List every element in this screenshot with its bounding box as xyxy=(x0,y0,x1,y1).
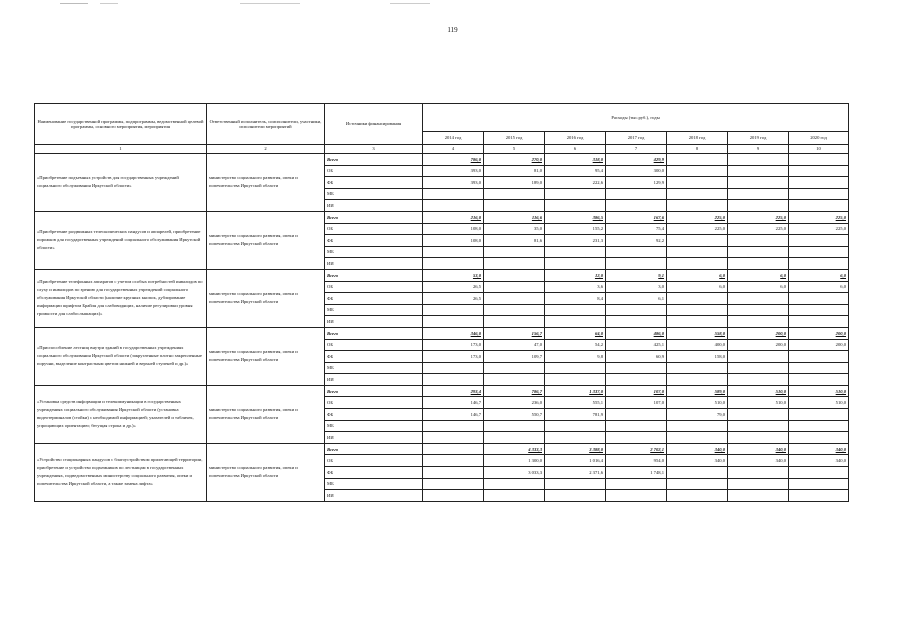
expense-value: 3,6 xyxy=(545,281,606,293)
expense-value: 129,9 xyxy=(606,177,667,189)
funding-source: МБ xyxy=(325,304,423,316)
expense-value xyxy=(545,362,606,374)
funding-source: МБ xyxy=(325,362,423,374)
funding-source: ФБ xyxy=(325,409,423,421)
expense-value xyxy=(606,409,667,421)
responsible-executor: министерство социального развития, опеки и попечительства Иркутской области xyxy=(207,443,325,501)
measure-name: «Приобретение раздвижных телескопических пандусов и аппарелей, приобретение порожков для государственных учреждений социального обслуживания Иркутской области» xyxy=(35,211,207,269)
expense-value: 107,0 xyxy=(606,385,667,397)
expense-value xyxy=(728,420,789,432)
expense-value xyxy=(606,420,667,432)
expense-value xyxy=(484,478,545,490)
funding-source: Всего xyxy=(325,443,423,455)
expense-value: 3,0 xyxy=(606,281,667,293)
expense-value: 393,0 xyxy=(423,165,484,177)
funding-source: ФБ xyxy=(325,177,423,189)
expense-value xyxy=(484,200,545,212)
expense-value xyxy=(545,316,606,328)
expense-value: 47,0 xyxy=(484,339,545,351)
expense-value: 340,0 xyxy=(789,443,849,455)
expense-value xyxy=(606,200,667,212)
expense-value xyxy=(728,304,789,316)
table-row xyxy=(35,154,849,166)
table-row xyxy=(35,385,849,397)
expense-value: 12,0 xyxy=(545,269,606,281)
expense-value: 155,2 xyxy=(545,223,606,235)
column-number: 6 xyxy=(545,145,606,154)
budget-table xyxy=(34,103,849,502)
expense-value xyxy=(728,374,789,386)
expense-value xyxy=(545,478,606,490)
expense-value xyxy=(606,374,667,386)
expense-value xyxy=(484,269,545,281)
expense-value: 2 371,6 xyxy=(545,467,606,479)
expense-value: 3 033,3 xyxy=(484,467,545,479)
budget-table-body xyxy=(35,104,849,502)
expense-value: 231,3 xyxy=(545,235,606,247)
expense-value: 8,4 xyxy=(545,293,606,305)
expense-value xyxy=(728,478,789,490)
col-name-header: Наименование государственной программы, подпрограммы, ведомственной целевой программы, основного мероприятия, мероприятия xyxy=(35,104,207,145)
expense-value: 786,7 xyxy=(484,385,545,397)
expense-value: 6,1 xyxy=(606,293,667,305)
expense-value: 393,0 xyxy=(423,177,484,189)
expense-value xyxy=(545,246,606,258)
expense-value: 6,0 xyxy=(728,281,789,293)
expense-value xyxy=(789,316,849,328)
expense-value xyxy=(789,420,849,432)
year-header: 2018 год xyxy=(667,132,728,145)
scan-header-marks xyxy=(60,2,460,5)
expense-value xyxy=(606,478,667,490)
expense-value: 555,1 xyxy=(545,397,606,409)
funding-source: ФБ xyxy=(325,351,423,363)
expense-value xyxy=(606,316,667,328)
expense-value: 6,0 xyxy=(667,269,728,281)
expense-value xyxy=(728,490,789,502)
expense-value: 9,1 xyxy=(606,269,667,281)
expense-value: 954,0 xyxy=(606,455,667,467)
expense-value xyxy=(667,235,728,247)
expense-value: 26,5 xyxy=(423,281,484,293)
expense-value: 2 702,1 xyxy=(606,443,667,455)
expense-value: 146,7 xyxy=(423,409,484,421)
responsible-executor: министерство социального развития, опеки и попечительства Иркутской области xyxy=(207,327,325,385)
expense-value xyxy=(545,374,606,386)
funding-source: ФБ xyxy=(325,235,423,247)
funding-source: ИИ xyxy=(325,200,423,212)
expense-value: 81,0 xyxy=(484,165,545,177)
funding-source: Всего xyxy=(325,269,423,281)
expense-value: 81,6 xyxy=(484,235,545,247)
expense-value: 1 016,4 xyxy=(545,455,606,467)
expense-value xyxy=(606,246,667,258)
expense-value: 225,0 xyxy=(728,223,789,235)
expense-value xyxy=(789,409,849,421)
expense-value xyxy=(789,351,849,363)
expense-value xyxy=(667,304,728,316)
column-number: 3 xyxy=(325,145,423,154)
expense-value xyxy=(728,188,789,200)
funding-source: ОБ xyxy=(325,223,423,235)
expense-value xyxy=(667,374,728,386)
expense-value: 216,0 xyxy=(423,211,484,223)
expense-value xyxy=(484,246,545,258)
expense-value: 64,0 xyxy=(545,327,606,339)
expense-value xyxy=(667,154,728,166)
col-responsible-header: Ответственный исполнитель, соисполнители, участники, исполнители мероприятий xyxy=(207,104,325,145)
column-number: 4 xyxy=(423,145,484,154)
expense-value: 200,0 xyxy=(728,327,789,339)
expense-value: 318,0 xyxy=(545,154,606,166)
header-row xyxy=(35,104,849,132)
expense-value: 225,0 xyxy=(667,211,728,223)
funding-source: ИИ xyxy=(325,316,423,328)
expense-value: 6,0 xyxy=(789,281,849,293)
expense-value: 75,4 xyxy=(606,223,667,235)
expense-value xyxy=(667,165,728,177)
expense-value: 6,0 xyxy=(667,281,728,293)
expense-value: 781,9 xyxy=(545,409,606,421)
expense-value xyxy=(423,258,484,270)
expense-value: 340,0 xyxy=(667,443,728,455)
expense-value: 79,0 xyxy=(667,409,728,421)
expense-value xyxy=(789,432,849,444)
table-row xyxy=(35,327,849,339)
expense-value xyxy=(423,467,484,479)
funding-source: МБ xyxy=(325,188,423,200)
expense-value: 1 300,0 xyxy=(484,455,545,467)
expense-value xyxy=(728,293,789,305)
table-row xyxy=(35,269,849,281)
expense-value: 173,0 xyxy=(423,351,484,363)
year-header: 2015 год xyxy=(484,132,545,145)
expense-value xyxy=(789,293,849,305)
expense-value xyxy=(545,420,606,432)
expense-value xyxy=(728,316,789,328)
expense-value xyxy=(667,490,728,502)
expense-value xyxy=(423,443,484,455)
expense-value xyxy=(728,177,789,189)
expense-value xyxy=(728,246,789,258)
expense-value: 92,2 xyxy=(606,235,667,247)
expense-value xyxy=(728,200,789,212)
expense-value xyxy=(606,362,667,374)
expense-value xyxy=(545,200,606,212)
expense-value xyxy=(484,293,545,305)
expense-value xyxy=(545,432,606,444)
funding-source: ИИ xyxy=(325,490,423,502)
responsible-executor: министерство социального развития, опеки и попечительства Иркутской области xyxy=(207,385,325,443)
expense-value xyxy=(728,258,789,270)
expense-value: 425,1 xyxy=(606,339,667,351)
expense-value xyxy=(667,432,728,444)
expense-value xyxy=(728,165,789,177)
expense-value: 293,4 xyxy=(423,385,484,397)
expense-value xyxy=(423,246,484,258)
expense-value: 107,0 xyxy=(606,397,667,409)
year-header: 2019 год xyxy=(728,132,789,145)
expense-value xyxy=(484,374,545,386)
column-number: 8 xyxy=(667,145,728,154)
expense-value xyxy=(484,490,545,502)
expense-value: 340,0 xyxy=(728,443,789,455)
expense-value xyxy=(728,351,789,363)
year-header: 2014 год xyxy=(423,132,484,145)
measure-name: «Приобретение подъемных устройств для государственных учреждений социального обслуживания Иркутской области» xyxy=(35,154,207,212)
column-number: 7 xyxy=(606,145,667,154)
responsible-executor: министерство социального развития, опеки и попечительства Иркутской области xyxy=(207,211,325,269)
expense-value xyxy=(789,490,849,502)
expense-value: 386,5 xyxy=(545,211,606,223)
expense-value: 225,0 xyxy=(728,211,789,223)
expense-value: 225,0 xyxy=(667,223,728,235)
column-number: 2 xyxy=(207,145,325,154)
measure-name: «Приобретение телефонных аппаратов с учетом особых потребностей инвалидов по слуху и инвалидов по зрению для государственных учреждений социального обслуживания Иркутской области (наличие крупных кнопок, дублирование информации шрифтом Брайля для слабовидящих, наличие регулировки уровня громкости для слабослышащих)» xyxy=(35,269,207,327)
funding-source: МБ xyxy=(325,246,423,258)
year-header: 2016 год xyxy=(545,132,606,145)
expense-value xyxy=(728,467,789,479)
expense-value xyxy=(789,165,849,177)
expense-value xyxy=(667,177,728,189)
expense-value: 786,0 xyxy=(423,154,484,166)
expense-value: 558,0 xyxy=(667,327,728,339)
funding-source: ОБ xyxy=(325,397,423,409)
expense-value xyxy=(423,490,484,502)
expense-value: 108,0 xyxy=(423,223,484,235)
expense-value xyxy=(667,246,728,258)
expense-value: 510,0 xyxy=(728,385,789,397)
expense-value xyxy=(484,316,545,328)
expense-value: 146,7 xyxy=(423,397,484,409)
expense-value: 156,7 xyxy=(484,327,545,339)
expense-value xyxy=(423,432,484,444)
expense-value xyxy=(423,304,484,316)
expense-value xyxy=(606,258,667,270)
expense-value xyxy=(484,362,545,374)
funding-source: ОБ xyxy=(325,281,423,293)
expense-value xyxy=(667,200,728,212)
expense-value xyxy=(423,455,484,467)
expense-value: 222,6 xyxy=(545,177,606,189)
expense-value: 550,7 xyxy=(484,409,545,421)
expense-value xyxy=(667,478,728,490)
expense-value xyxy=(789,304,849,316)
expense-value xyxy=(789,235,849,247)
expense-value: 3 388,0 xyxy=(545,443,606,455)
expense-value: 225,0 xyxy=(789,211,849,223)
expense-value xyxy=(667,293,728,305)
expense-value: 116,6 xyxy=(484,211,545,223)
expense-value xyxy=(545,188,606,200)
page-number: 119 xyxy=(447,26,458,34)
expense-value xyxy=(728,235,789,247)
expense-value: 510,0 xyxy=(789,397,849,409)
expense-value: 236,0 xyxy=(484,397,545,409)
expense-value xyxy=(484,420,545,432)
expense-value: 200,0 xyxy=(728,339,789,351)
expense-value xyxy=(423,200,484,212)
expense-value: 35,0 xyxy=(484,223,545,235)
expense-value: 53,0 xyxy=(423,269,484,281)
expense-value xyxy=(423,362,484,374)
expense-value xyxy=(728,362,789,374)
expense-value: 200,0 xyxy=(789,339,849,351)
expense-value xyxy=(728,432,789,444)
expense-value xyxy=(667,188,728,200)
measure-name: «Установка средств информации и телекоммуникации в государственных учреждениях социального обслуживания Иркутской области (установка видеотерминалов (стойки) с необходимой информацией; указателей и табличек, упрощающих ориентацию; бегущая строка и др.)» xyxy=(35,385,207,443)
expense-value xyxy=(667,467,728,479)
expense-value: 200,0 xyxy=(789,327,849,339)
expense-value: 340,0 xyxy=(667,455,728,467)
expense-value: 270,0 xyxy=(484,154,545,166)
expense-value: 400,0 xyxy=(667,339,728,351)
expense-value: 340,0 xyxy=(728,455,789,467)
expense-value xyxy=(545,258,606,270)
responsible-executor: министерство социального развития, опеки и попечительства Иркутской области xyxy=(207,269,325,327)
expense-value xyxy=(545,490,606,502)
expense-value: 1 337,0 xyxy=(545,385,606,397)
col-sources-header: Источники финансирования xyxy=(325,104,423,145)
expense-value xyxy=(606,432,667,444)
expense-value xyxy=(667,420,728,432)
expense-value: 510,0 xyxy=(728,397,789,409)
expense-value xyxy=(728,154,789,166)
column-number: 9 xyxy=(728,145,789,154)
column-number-row xyxy=(35,145,849,154)
expense-value xyxy=(789,200,849,212)
column-number: 1 xyxy=(35,145,207,154)
expense-value xyxy=(484,432,545,444)
expense-value: 26,5 xyxy=(423,293,484,305)
expense-value: 300,0 xyxy=(606,165,667,177)
expense-value xyxy=(423,188,484,200)
expense-value: 486,0 xyxy=(606,327,667,339)
measure-name: «Приспособление лестниц внутри зданий в государственных учреждениях социального обслуживания Иркутской области (закругленные плотно закрепленные поручни, выделение контрастным цветом нижней и верхней ступеней и др.)» xyxy=(35,327,207,385)
expense-value: 95,4 xyxy=(545,165,606,177)
funding-source: ОБ xyxy=(325,339,423,351)
expense-value xyxy=(789,188,849,200)
expense-value: 510,0 xyxy=(789,385,849,397)
table-row xyxy=(35,443,849,455)
expense-value xyxy=(789,154,849,166)
expense-value xyxy=(728,409,789,421)
expense-value xyxy=(667,258,728,270)
expense-value: 4 333,3 xyxy=(484,443,545,455)
funding-source: ФБ xyxy=(325,467,423,479)
expense-value xyxy=(423,420,484,432)
funding-source: ИИ xyxy=(325,432,423,444)
column-number: 10 xyxy=(789,145,849,154)
expense-value: 6,0 xyxy=(728,269,789,281)
expense-value xyxy=(789,246,849,258)
expense-value xyxy=(606,304,667,316)
table-row xyxy=(35,211,849,223)
expense-value xyxy=(789,258,849,270)
funding-source: ОБ xyxy=(325,165,423,177)
funding-source: ФБ xyxy=(325,293,423,305)
expense-value xyxy=(484,188,545,200)
funding-source: Всего xyxy=(325,154,423,166)
expense-value xyxy=(667,362,728,374)
funding-source: Всего xyxy=(325,327,423,339)
expense-value: 9,8 xyxy=(545,351,606,363)
funding-source: МБ xyxy=(325,478,423,490)
expense-value xyxy=(606,188,667,200)
expense-value: 60,9 xyxy=(606,351,667,363)
expense-value xyxy=(484,258,545,270)
expense-value xyxy=(484,281,545,293)
expense-value xyxy=(484,304,545,316)
responsible-executor: министерство социального развития, опеки и попечительства Иркутской области xyxy=(207,154,325,212)
expense-value xyxy=(789,467,849,479)
column-number: 5 xyxy=(484,145,545,154)
expense-value: 54,2 xyxy=(545,339,606,351)
expense-value xyxy=(423,478,484,490)
expense-value: 1 748,1 xyxy=(606,467,667,479)
expense-value xyxy=(789,478,849,490)
expense-value: 225,0 xyxy=(789,223,849,235)
year-header: 2017 год xyxy=(606,132,667,145)
expense-value: 108,0 xyxy=(423,235,484,247)
expense-value: 510,0 xyxy=(667,397,728,409)
col-expenses-header: Расходы (тыс.руб.), годы xyxy=(423,104,849,132)
funding-source: ИИ xyxy=(325,258,423,270)
expense-value xyxy=(545,304,606,316)
expense-value xyxy=(423,374,484,386)
expense-value: 109,7 xyxy=(484,351,545,363)
funding-source: Всего xyxy=(325,211,423,223)
expense-value: 173,0 xyxy=(423,339,484,351)
expense-value: 167,6 xyxy=(606,211,667,223)
measure-name: «Устройство стационарных пандусов с благоустройством прилегающей территории, приобретение и устройство подъемников по лестницам в государственных учреждениях, подведомственных министерству социального развития, опеки и попечительства Иркутской области, а также замена лифта» xyxy=(35,443,207,501)
expense-value: 429,9 xyxy=(606,154,667,166)
expense-value: 340,0 xyxy=(789,455,849,467)
expense-value xyxy=(789,177,849,189)
funding-source: ОБ xyxy=(325,455,423,467)
expense-value xyxy=(667,316,728,328)
funding-source: МБ xyxy=(325,420,423,432)
funding-source: Всего xyxy=(325,385,423,397)
expense-value: 189,0 xyxy=(484,177,545,189)
expense-value: 6,0 xyxy=(789,269,849,281)
expense-value xyxy=(789,362,849,374)
expense-value: 589,0 xyxy=(667,385,728,397)
expense-value xyxy=(606,490,667,502)
expense-value xyxy=(789,374,849,386)
expense-value: 158,0 xyxy=(667,351,728,363)
year-header: 2020 год xyxy=(789,132,849,145)
expense-value xyxy=(423,316,484,328)
expense-value: 346,0 xyxy=(423,327,484,339)
funding-source: ИИ xyxy=(325,374,423,386)
